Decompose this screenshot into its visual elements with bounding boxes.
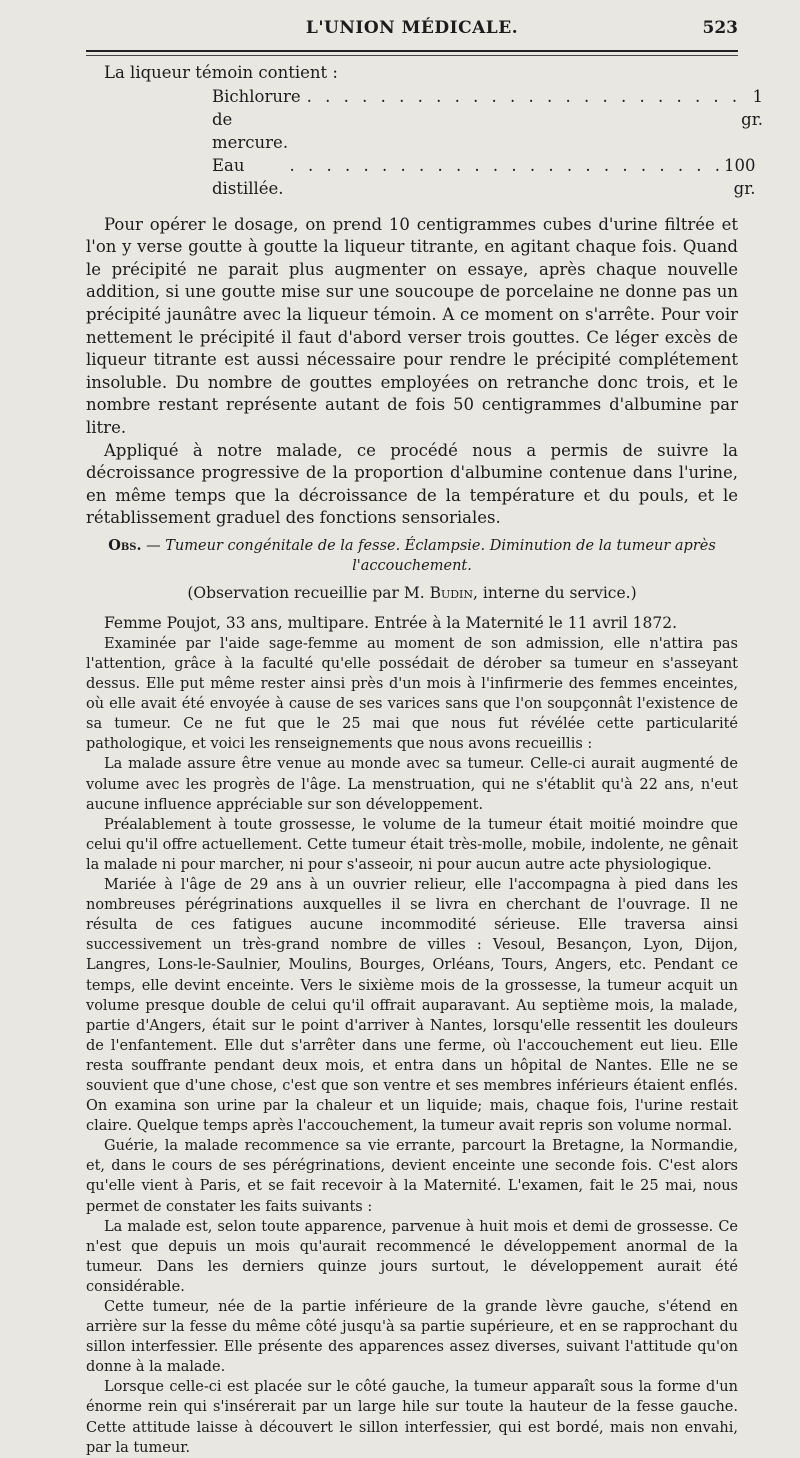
body-paragraph: La malade assure être venue au monde avec sa tumeur. Celle-ci aurait augmenté de volume avec les progrès de l'âge. La menstruation, qui ne s'établit qu'à 22 ans, n'eut aucune influence appréciable sur son développement.: [86, 756, 738, 813]
page-number: 523: [702, 18, 738, 38]
body-paragraph: Guérie, la malade recommence sa vie errante, parcourt la Bretagne, la Normandie, et, dans le cours de ses pérégrinations, devient enceinte une seconde fois. C'est alors qu'elle vient à Paris, et se fait recevoir à la Maternité. L'examen, fait le 25 mai, nous permet de constater les faits suivants :: [86, 1138, 738, 1215]
formula-line: [86, 154, 756, 200]
page-body: [86, 62, 764, 1458]
credit-prefix: (Observation recueillie par M.: [187, 583, 430, 602]
formula-ingredient: Bichlorure de mercure.: [212, 86, 301, 152]
credit-name: Budin: [429, 583, 474, 602]
observation-credit: [86, 582, 738, 604]
observation-title-text: Tumeur congénitale de la fesse. Éclampsie. Diminution de la tumeur après l'accouchement.: [165, 537, 716, 574]
credit-suffix: , interne du service.): [473, 583, 637, 602]
observation-title: [86, 536, 738, 576]
journal-title: L'UNION MÉDICALE.: [305, 18, 519, 38]
body-paragraph: Lorsque celle-ci est placée sur le côté gauche, la tumeur apparaît sous la forme d'un énorme rein qui s'insérerait par un large hile sur toute la hauteur de la fesse gauche. Cette attitude laisse à découvert le sillon interfessier, qui est bordé, mais non envahi, par la tumeur.: [86, 1379, 738, 1456]
dot-leader: . . . . . . . . . . . . . . . . . . . . . . . .: [306, 86, 742, 106]
running-header: [86, 18, 738, 44]
body-paragraph: Préalablement à toute grossesse, le volume de la tumeur était moitié moindre que celui qu'il offre actuellement. Cette tumeur était très-molle, mobile, indolente, ne gênait la malade ni pour marcher, ni pour s'asseoir, ni pour aucun autre acte physiologique.: [86, 816, 738, 873]
body-paragraph: La malade est, selon toute apparence, parvenue à huit mois et demi de grossesse. Ce n'est que depuis un mois qu'aurait recommencé le développement anormal de la tumeur. Dans les derniers quinze jours surtout, le développement aurait été considérable.: [86, 1218, 738, 1295]
dot-leader: . . . . . . . . . . . . . . . . . . . . . . . .: [289, 155, 725, 175]
patient-line: Femme Poujot, 33 ans, multipare. Entrée à la Maternité le 11 avril 1872.: [104, 613, 678, 632]
formula-quantity: 100 gr.: [724, 155, 756, 198]
formula-quantity: 1 gr.: [741, 86, 764, 129]
paragraph-application: Appliqué à notre malade, ce procédé nous a permis de suivre la décroissance progressive de la proportion d'albumine contenue dans l'urine, en même temps que la décroissance de la température et du pouls, et le rétablissement graduel des fonctions sensoriales.: [86, 440, 738, 528]
observation-dash: —: [141, 537, 166, 554]
observation-label: Obs.: [108, 536, 142, 554]
formula-line: [86, 85, 764, 154]
paragraph-dosage: Pour opérer le dosage, on prend 10 centigrammes cubes d'urine filtrée et l'on y verse goutte à goutte la liqueur titrante, en agitant chaque fois. Quand le précipité ne parait plus augmenter on essaye, après chaque nouvelle addition, si une goutte mise sur une soucoupe de porcelaine ne donne pas un précipité jaunâtre avec la liqueur témoin. A ce moment on s'arrête. Pour voir nettement le précipité il faut d'abord verser trois gouttes. Ce léger excès de liqueur titrante est aussi nécessaire pour rendre le précipité complétement insoluble. Du nombre de gouttes employées on retranche donc trois, et le nombre restant représente autant de fois 50 centigrammes d'albumine par litre.: [86, 214, 738, 437]
body-paragraph: Cette tumeur, née de la partie inférieure de la grande lèvre gauche, s'étend en arrière sur la fesse du même côté jusqu'à sa partie supérieure, et en se rapprochant du sillon interfessier. Elle présente des apparences assez diverses, suivant l'attitude qu'on donne à la malade.: [86, 1299, 738, 1376]
body-paragraph: Mariée à l'âge de 29 ans à un ouvrier relieur, elle l'accompagna à pied dans les nombreuses pérégrinations auxquelles il se livra en cherchant de l'ouvrage. Il ne résulta de ces fatigues aucune incommodité sérieuse. Elle traversa ainsi successivement un très-grand nombre de villes : Vesoul, Besançon, Lyon, Dijon, Langres, Lons-le-Saulnier, Moulins, Bourges, Orléans, Tours, Angers, etc. Pendant ce temps, elle devint enceinte. Vers le sixième mois de la grossesse, la tumeur acquit un volume presque double de celui qu'il offrait auparavant. Au septième mois, la malade, partie d'Angers, était sur le point d'arriver à Nantes, lorsqu'elle ressentit les douleurs de l'enfantement. Elle dut s'arrêter dans une ferme, où l'accouchement eut lieu. Elle resta souffrante pendant deux mois, et entra dans un hôpital de Nantes. Elle ne se souvient que d'une chose, c'est que son ventre et ses membres inférieurs étaient enflés. On examina son urine par la chaleur et un liquide; mais, chaque fois, l'urine restait claire. Quelque temps après l'accouchement, la tumeur avait repris son volume normal.: [86, 877, 738, 1135]
header-rule: [86, 50, 738, 52]
body-paragraph: Examinée par l'aide sage-femme au moment de son admission, elle n'attira pas l'attention, grâce à la faculté qu'elle possédait de dérober sa tumeur en s'asseyant dessus. Elle put même rester ainsi près d'un mois à l'infirmerie des femmes enceintes, où elle avait été envoyée à cause de ses varices sans que l'on soupçonnât l'existence de sa tumeur. Ce ne fut que le 25 mai que nous fut révélée cette particularité pathologique, et voici les renseignements que nous avons recueillis :: [86, 635, 738, 753]
formula-intro: La liqueur témoin contient :: [104, 63, 338, 82]
formula-ingredient: Eau distillée.: [212, 155, 284, 198]
header-rule-thin: [86, 55, 738, 56]
